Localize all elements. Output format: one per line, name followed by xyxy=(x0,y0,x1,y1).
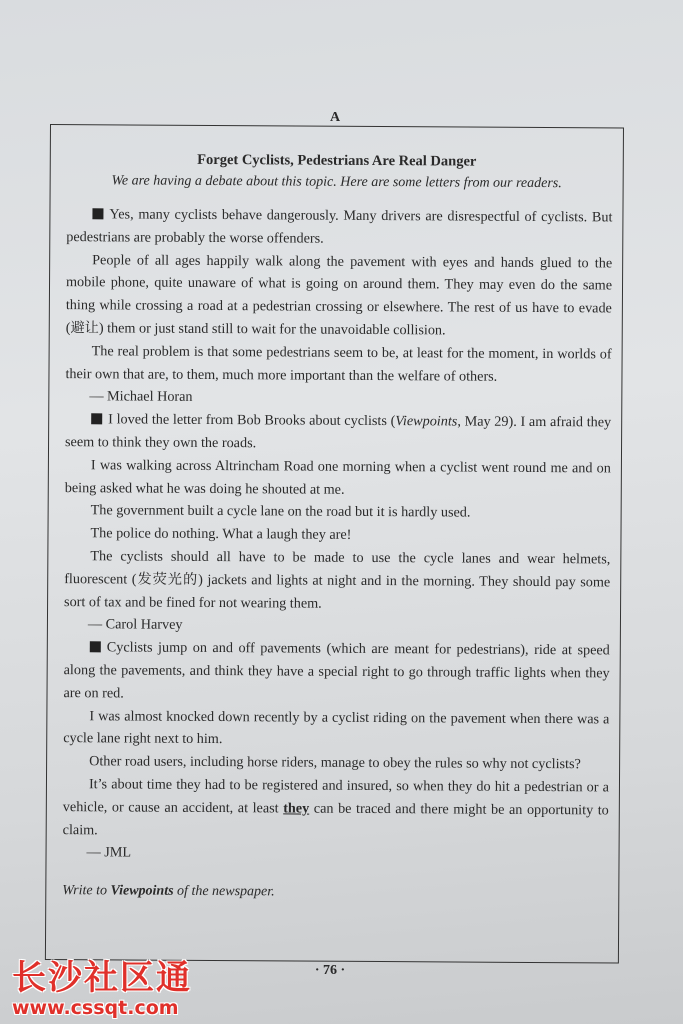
letters-body xyxy=(62,203,612,867)
letter-1-signature: — Michael Horan xyxy=(89,388,193,406)
letter-2-paragraph: I loved the letter from Bob Brooks about cyclists (Viewpoints, May 29). I am afraid they seem to think they own the roads. xyxy=(65,411,612,452)
article-intro: We are having a debate about this topic. Here are some letters from our readers. xyxy=(111,173,562,192)
bullet-square-icon xyxy=(92,208,103,219)
bullet-square-icon xyxy=(90,641,101,652)
letter-1-paragraph: People of all ages happily walk along the pavement with eyes and hands glued to the mobile phone, quite unaware of what is going on around them. They may even do the same thing while crossing a road at a pedestrian crossing or elsewhere. The rest of us have to evade (避让) them or just stand still to wait for the unavoidable collision. xyxy=(65,251,613,339)
watermark xyxy=(12,950,192,1019)
letter-3-paragraph: Other road users, including horse riders, manage to obey the rules so why not cyclists? xyxy=(89,753,581,773)
letter-3-paragraph: Cyclists jump on and off pavements (which are meant for pedestrians), ride at speed along the pavements, and think they have a special right to go through traffic lights when they are on red. xyxy=(63,639,610,702)
underlined-word: they xyxy=(283,800,310,817)
watermark-url: www.cssqt.com xyxy=(12,997,179,1019)
article-title: Forget Cyclists, Pedestrians Are Real Danger xyxy=(197,151,477,170)
letter-2-paragraph: I was walking across Altrincham Road one morning when a cyclist went round me and on being asked what he was doing he shouted at me. xyxy=(64,457,611,498)
letter-2-paragraph: The cyclists should all have to be made to use the cycle lanes and wear helmets, fluorescent (发荧光的) jackets and lights at night and in the morning. They should pay some sort of tax and be fined for not wearing them. xyxy=(64,548,611,612)
footer-note: Write to Viewpoints of the newspaper. xyxy=(62,883,275,900)
letter-1-paragraph: The real problem is that some pedestrians seem to be, at least for the moment, in worlds of their own that are, to them, much more important than the welfare of others. xyxy=(65,343,612,385)
letter-1-paragraph: Yes, many cyclists behave dangerously. Many drivers are disrespectful of cyclists. But pedestrians are probably the worse offenders. xyxy=(66,206,613,247)
letter-2-signature: — Carol Harvey xyxy=(87,616,183,634)
section-letter: A xyxy=(329,110,341,125)
watermark-chinese: 长沙社区通 xyxy=(12,958,192,998)
bullet-square-icon xyxy=(91,413,102,424)
page-number: · 76 · xyxy=(314,963,346,978)
article-box xyxy=(45,124,624,963)
letter-2-paragraph: The government built a cycle lane on the road but it is hardly used. xyxy=(90,502,471,521)
letter-3-signature: — JML xyxy=(86,844,132,861)
letter-3-paragraph: I was almost knocked down recently by a cyclist riding on the pavement when there was a cycle lane right next to him. xyxy=(63,707,610,748)
letter-2-paragraph: The police do nothing. What a laugh they are! xyxy=(90,525,352,544)
letter-3-paragraph: It’s about time they had to be registered and insured, so when they do hit a pedestrian or a vehicle, or cause an accident, at least they can be traced and there might be an opportunity to claim. xyxy=(62,776,610,838)
